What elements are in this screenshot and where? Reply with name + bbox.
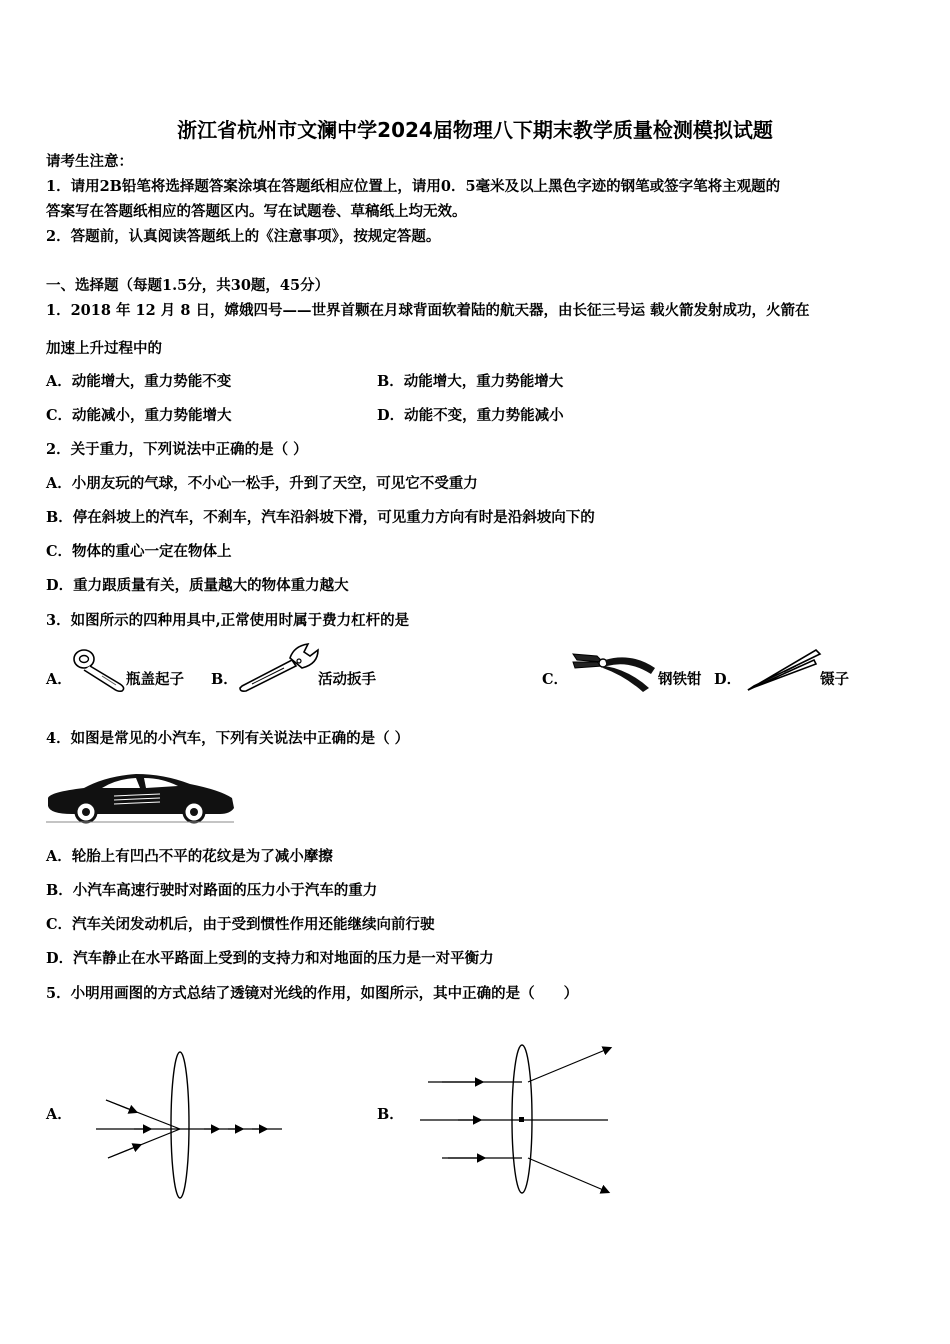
q4-option-d: D．汽车静止在水平路面上受到的支持力和对地面的压力是一对平衡力 xyxy=(46,950,494,967)
adjustable-wrench-icon xyxy=(238,642,320,692)
q5-stem: 5．小明用画图的方式总结了透镜对光线的作用，如图所示，其中正确的是（ ） xyxy=(46,985,579,1002)
q3-option-b-letter: B． xyxy=(211,671,238,688)
notice-heading: 请考生注意： xyxy=(46,153,133,170)
lens-diagram xyxy=(418,1040,614,1198)
tweezers-icon xyxy=(744,646,822,694)
notice-item-1-line-2: 答案写在答题纸相应的答题区内。写在试题卷、草稿纸上均无效。 xyxy=(46,203,467,220)
q1-option-d: D．动能不变，重力势能减小 xyxy=(377,407,564,424)
notice-item-1-line-1: 1．请用2B铅笔将选择题答案涂填在答题纸相应位置上，请用0．5毫米及以上黑色字迹的钢笔或签字笔将主观题的 xyxy=(46,178,781,195)
q4-stem: 4．如图是常见的小汽车，下列有关说法中正确的是（ ） xyxy=(46,730,410,747)
notice-item-2: 2．答题前，认真阅读答题纸上的《注意事项》，按规定答题。 xyxy=(46,228,441,245)
q3-option-d-letter: D． xyxy=(714,671,742,688)
q1-stem-line-2: 加速上升过程中的 xyxy=(46,340,162,357)
car-illustration xyxy=(44,770,236,824)
bottle-opener-icon xyxy=(72,646,128,692)
q4-option-c: C．汽车关闭发动机后，由于受到惯性作用还能继续向前行驶 xyxy=(46,916,435,933)
convex-lens-diagram xyxy=(94,1050,286,1200)
q2-option-a: A．小朋友玩的气球，不小心一松手，升到了天空，可见它不受重力 xyxy=(46,475,478,492)
q4-option-b: B．小汽车高速行驶时对路面的压力小于汽车的重力 xyxy=(46,882,378,899)
q3-option-c-letter: C． xyxy=(542,671,569,688)
q3-option-a-letter: A． xyxy=(46,671,72,688)
q4-option-a: A．轮胎上有凹凸不平的花纹是为了减小摩擦 xyxy=(46,848,333,865)
q2-option-b: B．停在斜坡上的汽车，不刹车，汽车沿斜坡下滑，可见重力方向有时是沿斜坡向下的 xyxy=(46,509,595,526)
q2-stem: 2．关于重力，下列说法中正确的是（ ） xyxy=(46,441,308,458)
q3-option-d-label: 镊子 xyxy=(820,671,849,688)
q1-option-b: B．动能增大，重力势能增大 xyxy=(377,373,564,390)
q5-option-a-letter: A． xyxy=(46,1106,72,1123)
q3-option-c-label: 钢铁钳 xyxy=(658,671,702,688)
q3-stem: 3．如图所示的四种用具中,正常使用时属于费力杠杆的是 xyxy=(46,612,410,629)
q2-option-c: C．物体的重心一定在物体上 xyxy=(46,543,232,560)
q1-option-a: A．动能增大，重力势能不变 xyxy=(46,373,232,390)
q3-option-a-label: 瓶盖起子 xyxy=(126,671,184,688)
q1-option-c: C．动能减小，重力势能增大 xyxy=(46,407,232,424)
q5-option-b-letter: B． xyxy=(377,1106,404,1123)
q3-option-b-label: 活动扳手 xyxy=(318,671,376,688)
pliers-icon xyxy=(571,648,657,692)
section-heading: 一、选择题（每题1.5分，共30题，45分） xyxy=(46,277,330,294)
page-title: 浙江省杭州市文澜中学2024届物理八下期末教学质量检测模拟试题 xyxy=(177,118,773,142)
q1-stem-line-1: 1．2018 年 12 月 8 日，嫦娥四号——世界首颗在月球背面软着陆的航天器，由长征三号运 载火箭发射成功，火箭在 xyxy=(46,302,810,319)
q2-option-d: D．重力跟质量有关，质量越大的物体重力越大 xyxy=(46,577,349,594)
